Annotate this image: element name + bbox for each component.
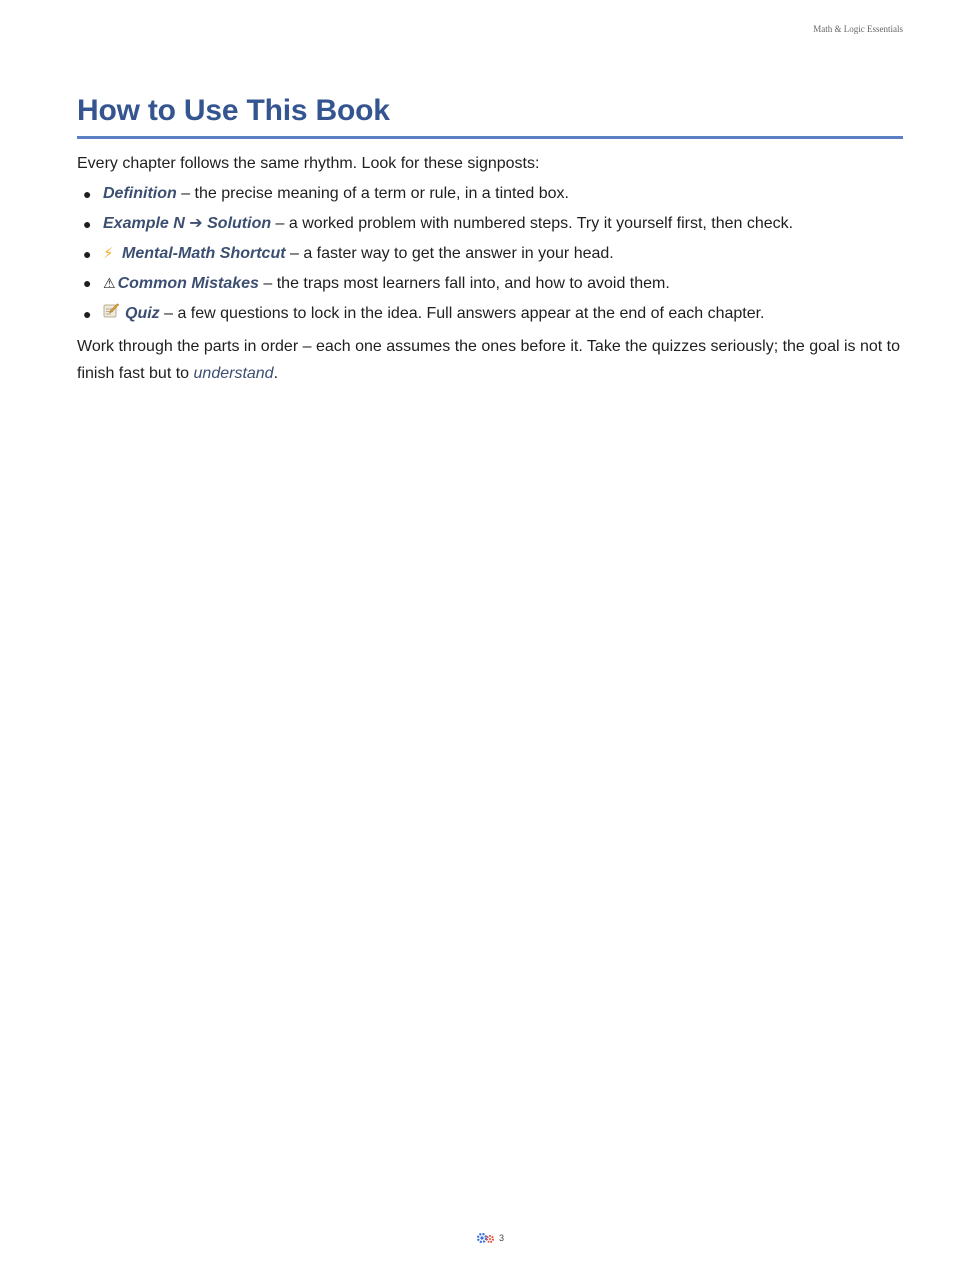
bullet-icon: ● (83, 186, 92, 202)
bullet-icon: ● (83, 275, 92, 292)
signpost-list (77, 183, 903, 325)
page-number: 3 (499, 1233, 505, 1243)
signpost-description: – the precise meaning of a term or rule, in a tinted box. (176, 185, 569, 202)
signpost-description: – a worked problem with numbered steps. Try it yourself first, then check. (271, 214, 794, 232)
page-content (77, 92, 903, 387)
term-quiz: Quiz (125, 305, 160, 323)
term-example: Example N (103, 214, 185, 232)
outro-end: . (273, 364, 279, 382)
list-item-mistakes (77, 272, 903, 295)
list-item-definition (77, 183, 903, 205)
memo-icon (103, 303, 117, 317)
warning-icon: ⚠ (103, 275, 116, 292)
bullet-icon: ● (83, 215, 92, 232)
outro-text: Work through the parts in order – each one assumes the ones before it. Take the quizzes seriously; the goal is not to finish fast but to (77, 337, 900, 382)
list-item-example (77, 213, 903, 235)
lightning-icon: ⚡ (103, 244, 114, 262)
gears-icon (476, 1231, 496, 1245)
page-footer (476, 1231, 504, 1245)
bullet-icon: ● (83, 245, 92, 262)
signpost-description: – a faster way to get the answer in your head. (285, 244, 614, 262)
list-item-quiz (77, 303, 903, 325)
arrow-icon: ➔ (189, 214, 203, 232)
term-mistakes: Common Mistakes (117, 275, 259, 293)
signpost-description: – the traps most learners fall into, and how to avoid them. (258, 275, 670, 293)
term-definition: Definition (103, 185, 177, 202)
intro-paragraph: Every chapter follows the same rhythm. Look for these signposts: (77, 155, 540, 172)
outro-paragraph (77, 333, 903, 387)
running-header: Math & Logic Essentials (813, 24, 903, 34)
signpost-description: – a few questions to lock in the idea. Full answers appear at the end of each chapter. (159, 305, 765, 323)
term-solution: Solution (207, 214, 272, 232)
list-item-shortcut (77, 243, 903, 265)
bullet-icon: ● (83, 306, 92, 323)
page-title: How to Use This Book (77, 92, 903, 139)
term-shortcut: Mental-Math Shortcut (122, 244, 286, 262)
outro-emphasis: understand (193, 364, 274, 382)
